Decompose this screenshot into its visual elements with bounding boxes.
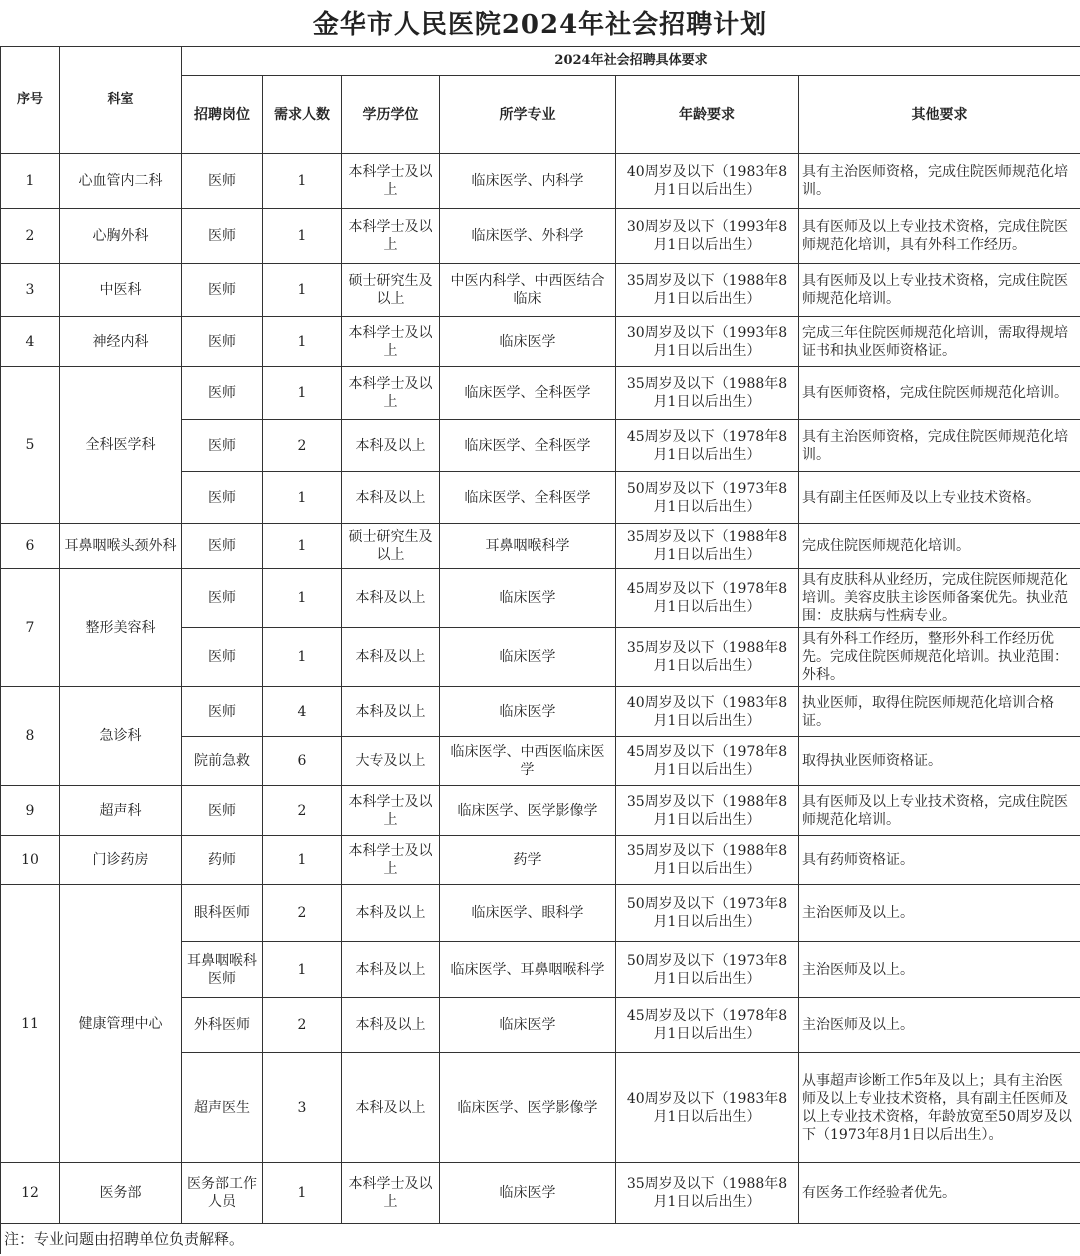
cell-age: 45周岁及以下（1978年8月1日以后出生） (616, 569, 799, 628)
cell-major: 临床医学、眼科学 (440, 885, 616, 942)
cell-seq: 8 (1, 687, 60, 786)
cell-position: 医师 (182, 367, 263, 420)
cell-seq: 9 (1, 786, 60, 836)
cell-age: 45周岁及以下（1978年8月1日以后出生） (616, 737, 799, 786)
cell-other: 具有医师及以上专业技术资格，完成住院医师规范化培训。 (799, 786, 1080, 836)
note-row (1, 1224, 1080, 1254)
cell-education: 本科学士及以上 (342, 154, 440, 209)
cell-education: 本科及以上 (342, 885, 440, 942)
cell-major: 临床医学、耳鼻咽喉科学 (440, 942, 616, 998)
cell-dept: 整形美容科 (60, 569, 182, 687)
cell-major: 临床医学、医学影像学 (440, 786, 616, 836)
cell-count: 1 (263, 569, 342, 628)
cell-count: 1 (263, 209, 342, 264)
cell-education: 大专及以上 (342, 737, 440, 786)
cell-age: 35周岁及以下（1988年8月1日以后出生） (616, 264, 799, 317)
cell-seq: 2 (1, 209, 60, 264)
cell-education: 硕士研究生及以上 (342, 524, 440, 569)
cell-education: 本科学士及以上 (342, 836, 440, 885)
cell-education: 本科及以上 (342, 420, 440, 472)
cell-other: 具有外科工作经历，整形外科工作经历优先。完成住院医师规范化培训。执业范围：外科。 (799, 628, 1080, 687)
cell-major: 临床医学 (440, 998, 616, 1053)
header-major: 所学专业 (440, 76, 616, 154)
cell-other: 主治医师及以上。 (799, 998, 1080, 1053)
cell-education: 本科及以上 (342, 569, 440, 628)
cell-seq: 3 (1, 264, 60, 317)
cell-major: 临床医学、医学影像学 (440, 1053, 616, 1163)
cell-dept: 医务部 (60, 1163, 182, 1224)
recruitment-table (0, 46, 1080, 1254)
cell-position: 院前急救 (182, 737, 263, 786)
cell-dept: 全科医学科 (60, 367, 182, 524)
table-row (1, 885, 1080, 942)
table-row (1, 1163, 1080, 1224)
cell-seq: 10 (1, 836, 60, 885)
cell-count: 2 (263, 420, 342, 472)
cell-position: 医师 (182, 420, 263, 472)
cell-major: 临床医学 (440, 1163, 616, 1224)
cell-seq: 1 (1, 154, 60, 209)
cell-count: 2 (263, 998, 342, 1053)
cell-major: 临床医学、全科医学 (440, 472, 616, 524)
cell-count: 1 (263, 628, 342, 687)
cell-position: 超声医生 (182, 1053, 263, 1163)
cell-seq: 6 (1, 524, 60, 569)
header-other: 其他要求 (799, 76, 1080, 154)
cell-major: 临床医学、外科学 (440, 209, 616, 264)
cell-count: 1 (263, 942, 342, 998)
cell-education: 本科及以上 (342, 942, 440, 998)
cell-education: 本科学士及以上 (342, 367, 440, 420)
cell-age: 35周岁及以下（1988年8月1日以后出生） (616, 628, 799, 687)
cell-other: 主治医师及以上。 (799, 885, 1080, 942)
cell-count: 1 (263, 367, 342, 420)
cell-other: 从事超声诊断工作5年及以上；具有主治医师及以上专业技术资格，具有副主任医师及以上专业技术资格，年龄放宽至50周岁及以下（1973年8月1日以后出生）。 (799, 1053, 1080, 1163)
cell-education: 本科学士及以上 (342, 786, 440, 836)
cell-dept: 中医科 (60, 264, 182, 317)
cell-age: 50周岁及以下（1973年8月1日以后出生） (616, 942, 799, 998)
cell-major: 临床医学、中西医临床医学 (440, 737, 616, 786)
cell-other: 具有皮肤科从业经历，完成住院医师规范化培训。美容皮肤主诊医师备案优先。执业范围：皮肤病与性病专业。 (799, 569, 1080, 628)
table-row (1, 569, 1080, 628)
cell-age: 35周岁及以下（1988年8月1日以后出生） (616, 367, 799, 420)
cell-other: 有医务工作经验者优先。 (799, 1163, 1080, 1224)
cell-count: 2 (263, 885, 342, 942)
cell-age: 45周岁及以下（1978年8月1日以后出生） (616, 998, 799, 1053)
cell-dept: 耳鼻咽喉头颈外科 (60, 524, 182, 569)
cell-position: 医师 (182, 154, 263, 209)
cell-age: 35周岁及以下（1988年8月1日以后出生） (616, 786, 799, 836)
cell-major: 中医内科学、中西医结合临床 (440, 264, 616, 317)
cell-education: 本科学士及以上 (342, 317, 440, 367)
cell-dept: 神经内科 (60, 317, 182, 367)
header-group: 2024年社会招聘具体要求 (182, 47, 1080, 76)
cell-other: 具有医师及以上专业技术资格，完成住院医师规范化培训。 (799, 264, 1080, 317)
cell-education: 本科学士及以上 (342, 209, 440, 264)
cell-position: 医务部工作人员 (182, 1163, 263, 1224)
header-seq: 序号 (1, 47, 60, 154)
cell-seq: 4 (1, 317, 60, 367)
cell-major: 临床医学、全科医学 (440, 420, 616, 472)
cell-count: 1 (263, 524, 342, 569)
cell-other: 具有主治医师资格，完成住院医师规范化培训。 (799, 154, 1080, 209)
cell-age: 40周岁及以下（1983年8月1日以后出生） (616, 154, 799, 209)
cell-major: 临床医学 (440, 687, 616, 737)
cell-education: 本科及以上 (342, 687, 440, 737)
cell-position: 眼科医师 (182, 885, 263, 942)
page-title: 金华市人民医院2024年社会招聘计划 (312, 10, 768, 40)
cell-count: 1 (263, 317, 342, 367)
cell-dept: 心胸外科 (60, 209, 182, 264)
cell-age: 30周岁及以下（1993年8月1日以后出生） (616, 209, 799, 264)
header-row-group (1, 47, 1080, 76)
cell-count: 4 (263, 687, 342, 737)
cell-position: 医师 (182, 317, 263, 367)
cell-major: 耳鼻咽喉科学 (440, 524, 616, 569)
cell-position: 医师 (182, 524, 263, 569)
cell-position: 医师 (182, 569, 263, 628)
cell-education: 硕士研究生及以上 (342, 264, 440, 317)
table-body (1, 154, 1080, 1224)
cell-other: 具有医师资格，完成住院医师规范化培训。 (799, 367, 1080, 420)
cell-education: 本科及以上 (342, 628, 440, 687)
table-row (1, 264, 1080, 317)
cell-dept: 超声科 (60, 786, 182, 836)
cell-other: 执业医师，取得住院医师规范化培训合格证。 (799, 687, 1080, 737)
table-row (1, 367, 1080, 420)
cell-position: 药师 (182, 836, 263, 885)
cell-position: 医师 (182, 472, 263, 524)
table-row (1, 786, 1080, 836)
cell-count: 1 (263, 1163, 342, 1224)
cell-age: 45周岁及以下（1978年8月1日以后出生） (616, 420, 799, 472)
cell-count: 1 (263, 154, 342, 209)
cell-age: 35周岁及以下（1988年8月1日以后出生） (616, 524, 799, 569)
cell-major: 临床医学、全科医学 (440, 367, 616, 420)
header-position: 招聘岗位 (182, 76, 263, 154)
table-row (1, 317, 1080, 367)
cell-other: 具有副主任医师及以上专业技术资格。 (799, 472, 1080, 524)
cell-dept: 门诊药房 (60, 836, 182, 885)
cell-count: 1 (263, 264, 342, 317)
table-row (1, 836, 1080, 885)
cell-position: 医师 (182, 209, 263, 264)
cell-dept: 心血管内二科 (60, 154, 182, 209)
cell-seq: 11 (1, 885, 60, 1163)
cell-age: 50周岁及以下（1973年8月1日以后出生） (616, 472, 799, 524)
cell-other: 主治医师及以上。 (799, 942, 1080, 998)
cell-count: 3 (263, 1053, 342, 1163)
cell-position: 外科医师 (182, 998, 263, 1053)
cell-count: 2 (263, 786, 342, 836)
table-row (1, 209, 1080, 264)
cell-age: 35周岁及以下（1988年8月1日以后出生） (616, 836, 799, 885)
cell-major: 临床医学、内科学 (440, 154, 616, 209)
cell-major: 临床医学 (440, 569, 616, 628)
cell-count: 1 (263, 836, 342, 885)
cell-seq: 12 (1, 1163, 60, 1224)
cell-dept: 急诊科 (60, 687, 182, 786)
cell-seq: 5 (1, 367, 60, 524)
cell-position: 医师 (182, 687, 263, 737)
cell-other: 完成住院医师规范化培训。 (799, 524, 1080, 569)
table-row (1, 687, 1080, 737)
cell-count: 1 (263, 472, 342, 524)
cell-education: 本科及以上 (342, 1053, 440, 1163)
table-row (1, 154, 1080, 209)
header-dept: 科室 (60, 47, 182, 154)
cell-education: 本科及以上 (342, 472, 440, 524)
cell-other: 完成三年住院医师规范化培训，需取得规培证书和执业医师资格证。 (799, 317, 1080, 367)
cell-other: 具有主治医师资格，完成住院医师规范化培训。 (799, 420, 1080, 472)
cell-position: 医师 (182, 628, 263, 687)
cell-major: 临床医学 (440, 317, 616, 367)
cell-position: 医师 (182, 264, 263, 317)
cell-position: 耳鼻咽喉科医师 (182, 942, 263, 998)
cell-education: 本科及以上 (342, 998, 440, 1053)
cell-age: 35周岁及以下（1988年8月1日以后出生） (616, 1163, 799, 1224)
cell-other: 取得执业医师资格证。 (799, 737, 1080, 786)
table-row (1, 524, 1080, 569)
cell-major: 临床医学 (440, 628, 616, 687)
header-count: 需求人数 (263, 76, 342, 154)
cell-education: 本科学士及以上 (342, 1163, 440, 1224)
cell-major: 药学 (440, 836, 616, 885)
cell-age: 30周岁及以下（1993年8月1日以后出生） (616, 317, 799, 367)
cell-dept: 健康管理中心 (60, 885, 182, 1163)
cell-age: 40周岁及以下（1983年8月1日以后出生） (616, 1053, 799, 1163)
cell-seq: 7 (1, 569, 60, 687)
cell-other: 具有医师及以上专业技术资格，完成住院医师规范化培训，具有外科工作经历。 (799, 209, 1080, 264)
cell-other: 具有药师资格证。 (799, 836, 1080, 885)
header-education: 学历学位 (342, 76, 440, 154)
header-age: 年龄要求 (616, 76, 799, 154)
footnote: 注：专业问题由招聘单位负责解释。 (1, 1224, 1080, 1254)
cell-count: 6 (263, 737, 342, 786)
cell-age: 50周岁及以下（1973年8月1日以后出生） (616, 885, 799, 942)
cell-age: 40周岁及以下（1983年8月1日以后出生） (616, 687, 799, 737)
cell-position: 医师 (182, 786, 263, 836)
